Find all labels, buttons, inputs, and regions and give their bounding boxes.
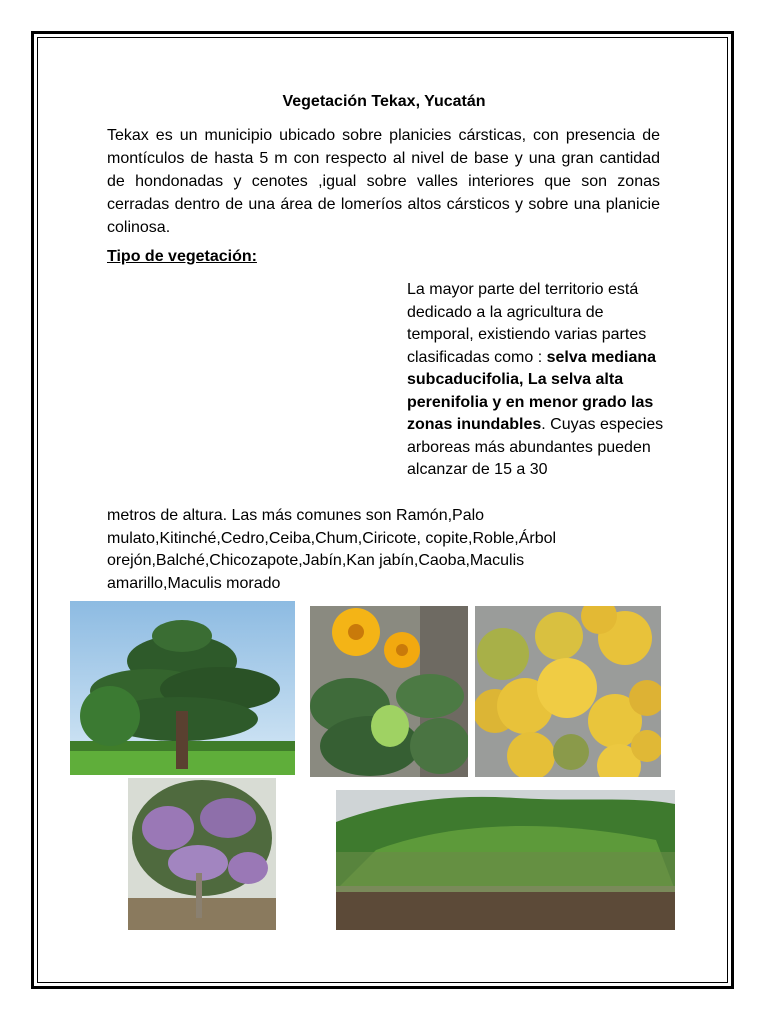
yellow-fruits-photo [475, 606, 661, 777]
intro-paragraph: Tekax es un municipio ubicado sobre planicies cársticas, con presencia de montículos de hasta 5 m con respecto al nivel de base y una gran cantidad de hondonadas y cenotes ,igual sobre valles interiores que son zonas cerradas dentro de una área de lomeríos altos cársticos y sobre una planicie colinosa. [107, 127, 660, 236]
page-title: Vegetación Tekax, Yucatán [282, 93, 486, 110]
yellow-flowers-photo [310, 606, 468, 777]
cedar-tree-photo [70, 601, 295, 775]
purple-flowering-tree-photo [128, 778, 276, 930]
species-paragraph: metros de altura. Las más comunes son Ramón,Palo mulato,Kitinché,Cedro,Ceiba,Chum,Ciricote, copite,Roble,Árbol orejón,Balché,Chicozapote,Jabín,Kan jabín,Caoba,Maculis amarillo,Maculis morado [107, 507, 557, 592]
forested-hill-photo [336, 790, 675, 930]
section-heading: Tipo de vegetación: [107, 248, 257, 265]
vegetation-text-end: . Cuyas especies arboreas más abundantes pueden alcanzar de 15 a 30 [407, 416, 664, 478]
vegetation-text-start: La mayor parte del territorio está dedicado a la agricultura de temporal, existiendo varias partes clasificadas como : [407, 281, 647, 366]
vegetation-types-bold: selva mediana subcaducifolia, La selva alta perenifolia y en menor grado las zonas inundables [407, 348, 657, 433]
vegetation-paragraph [407, 279, 665, 482]
